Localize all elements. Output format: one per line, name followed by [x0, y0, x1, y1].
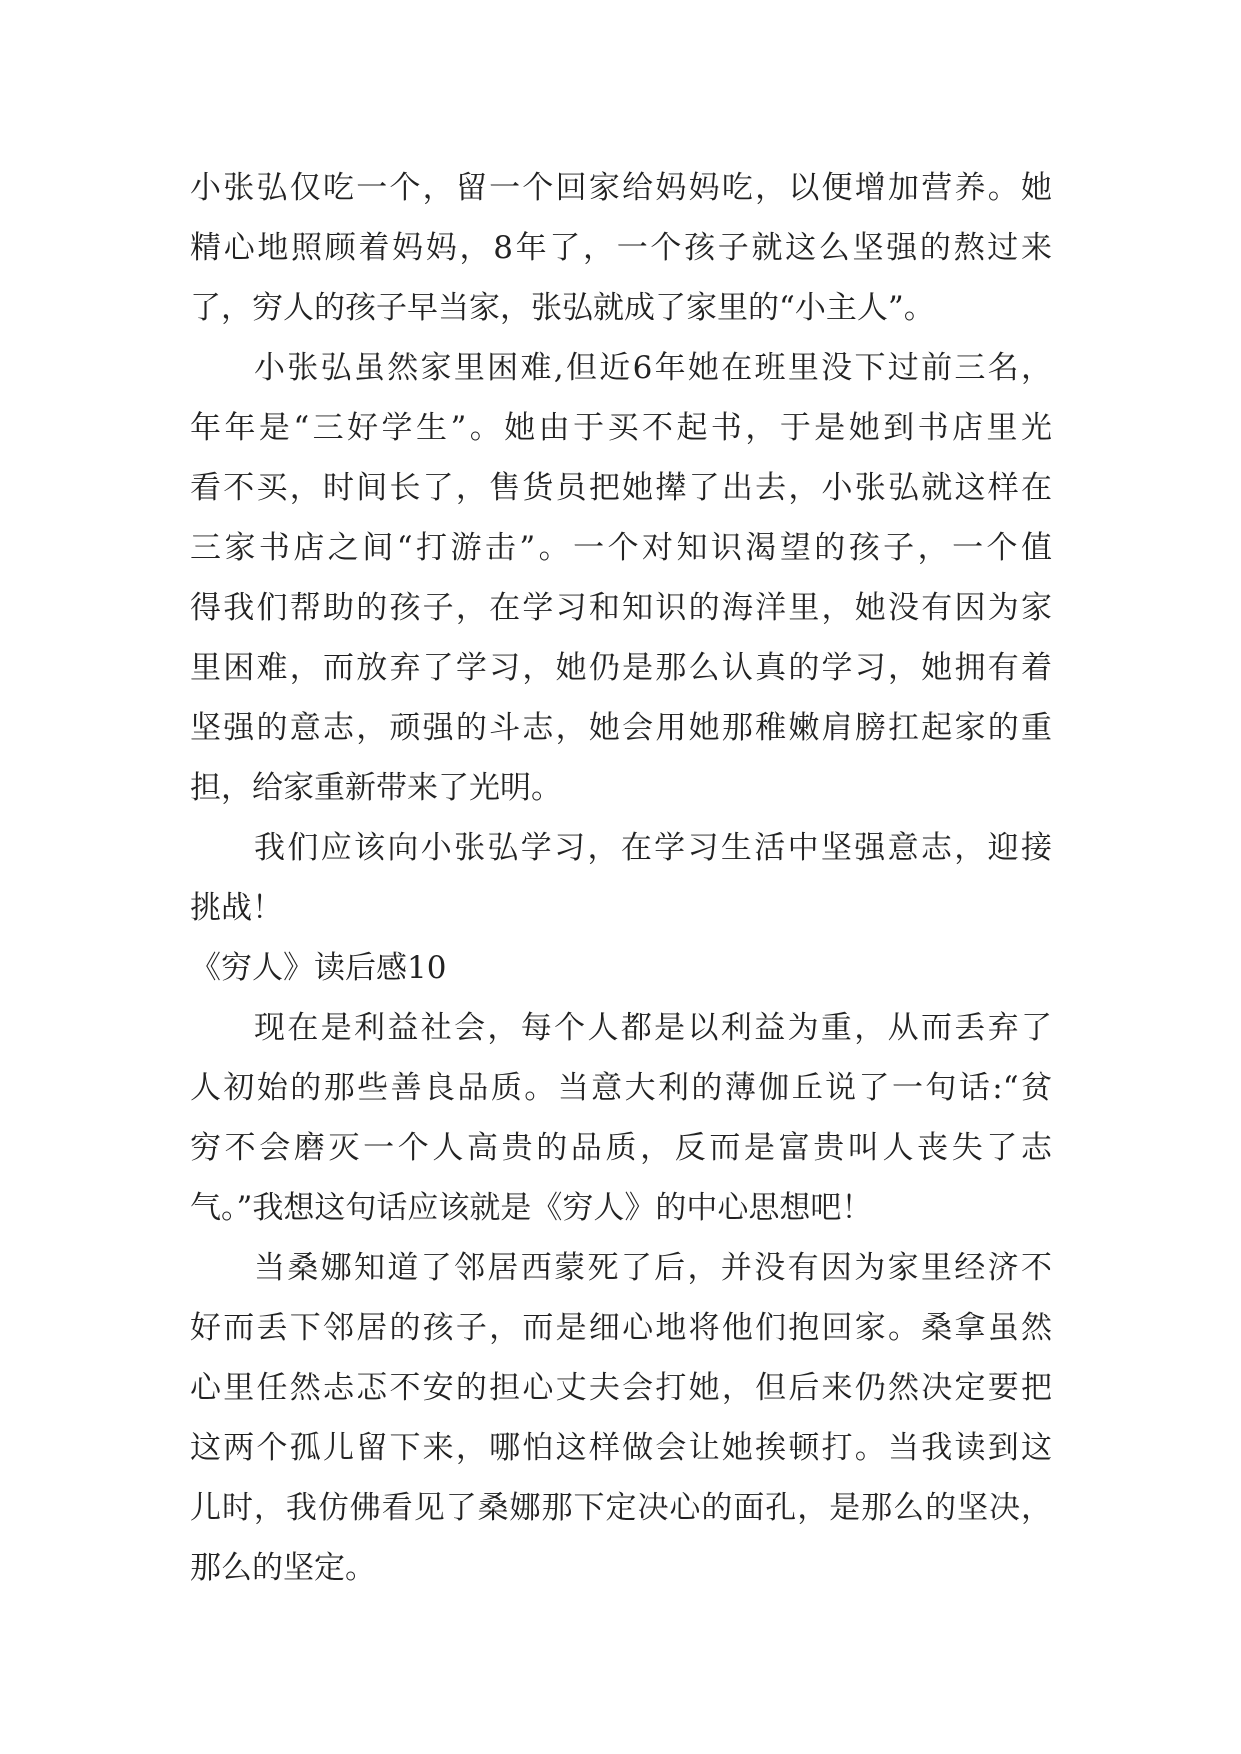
text-line: 好而丢下邻居的孩子，而是细心地将他们抱回家。桑拿虽然 [190, 1310, 1052, 1346]
text-line: 坚强的意志，顽强的斗志，她会用她那稚嫩肩膀扛起家的重 [190, 710, 1052, 746]
text-line: 小张弘虽然家里困难,但近6年她在班里没下过前三名， [254, 350, 1052, 386]
document-page [190, 158, 1052, 1598]
text-line: 挑战！ [190, 890, 283, 926]
text-line: 儿时，我仿佛看见了桑娜那下定决心的面孔，是那么的坚决， [190, 1490, 1052, 1526]
text-line: 担，给家重新带来了光明。 [190, 770, 562, 806]
paragraph [190, 158, 1052, 338]
text-line: 我们应该向小张弘学习，在学习生活中坚强意志，迎接 [254, 830, 1052, 866]
text-line: 看不买，时间长了，售货员把她撵了出去，小张弘就这样在 [190, 470, 1052, 506]
text-line: 得我们帮助的孩子，在学习和知识的海洋里，她没有因为家 [190, 590, 1052, 626]
text-line: 穷不会磨灭一个人高贵的品质，反而是富贵叫人丧失了志 [190, 1130, 1052, 1166]
text-line: 当桑娜知道了邻居西蒙死了后，并没有因为家里经济不 [254, 1250, 1052, 1286]
text-line: 精心地照顾着妈妈，8年了，一个孩子就这么坚强的熬过来 [190, 230, 1052, 266]
text-line: 里困难，而放弃了学习，她仍是那么认真的学习，她拥有着 [190, 650, 1052, 686]
text-line: 了，穷人的孩子早当家，张弘就成了家里的“小主人”。 [190, 290, 935, 326]
text-line: 心里任然忐忑不安的担心丈夫会打她，但后来仍然决定要把 [190, 1370, 1052, 1406]
paragraph [190, 998, 1052, 1238]
text-line: 三家书店之间“打游击”。一个对知识渴望的孩子，一个值 [190, 530, 1052, 566]
text-line: 这两个孤儿留下来，哪怕这样做会让她挨顿打。当我读到这 [190, 1430, 1052, 1466]
text-line: 气。”我想这句话应该就是《穷人》的中心思想吧！ [190, 1190, 873, 1226]
text-line: 人初始的那些善良品质。当意大利的薄伽丘说了一句话:“贫 [190, 1070, 1052, 1106]
text-line: 年年是“三好学生”。她由于买不起书，于是她到书店里光 [190, 410, 1052, 446]
text-line: 那么的坚定。 [190, 1550, 376, 1586]
section-heading: 《穷人》读后感10 [190, 950, 447, 986]
paragraph [190, 1238, 1052, 1598]
text-line: 现在是利益社会，每个人都是以利益为重，从而丢弃了 [254, 1010, 1052, 1046]
text-line: 小张弘仅吃一个，留一个回家给妈妈吃，以便增加营养。她 [190, 170, 1052, 206]
paragraph [190, 338, 1052, 818]
paragraph [190, 818, 1052, 938]
